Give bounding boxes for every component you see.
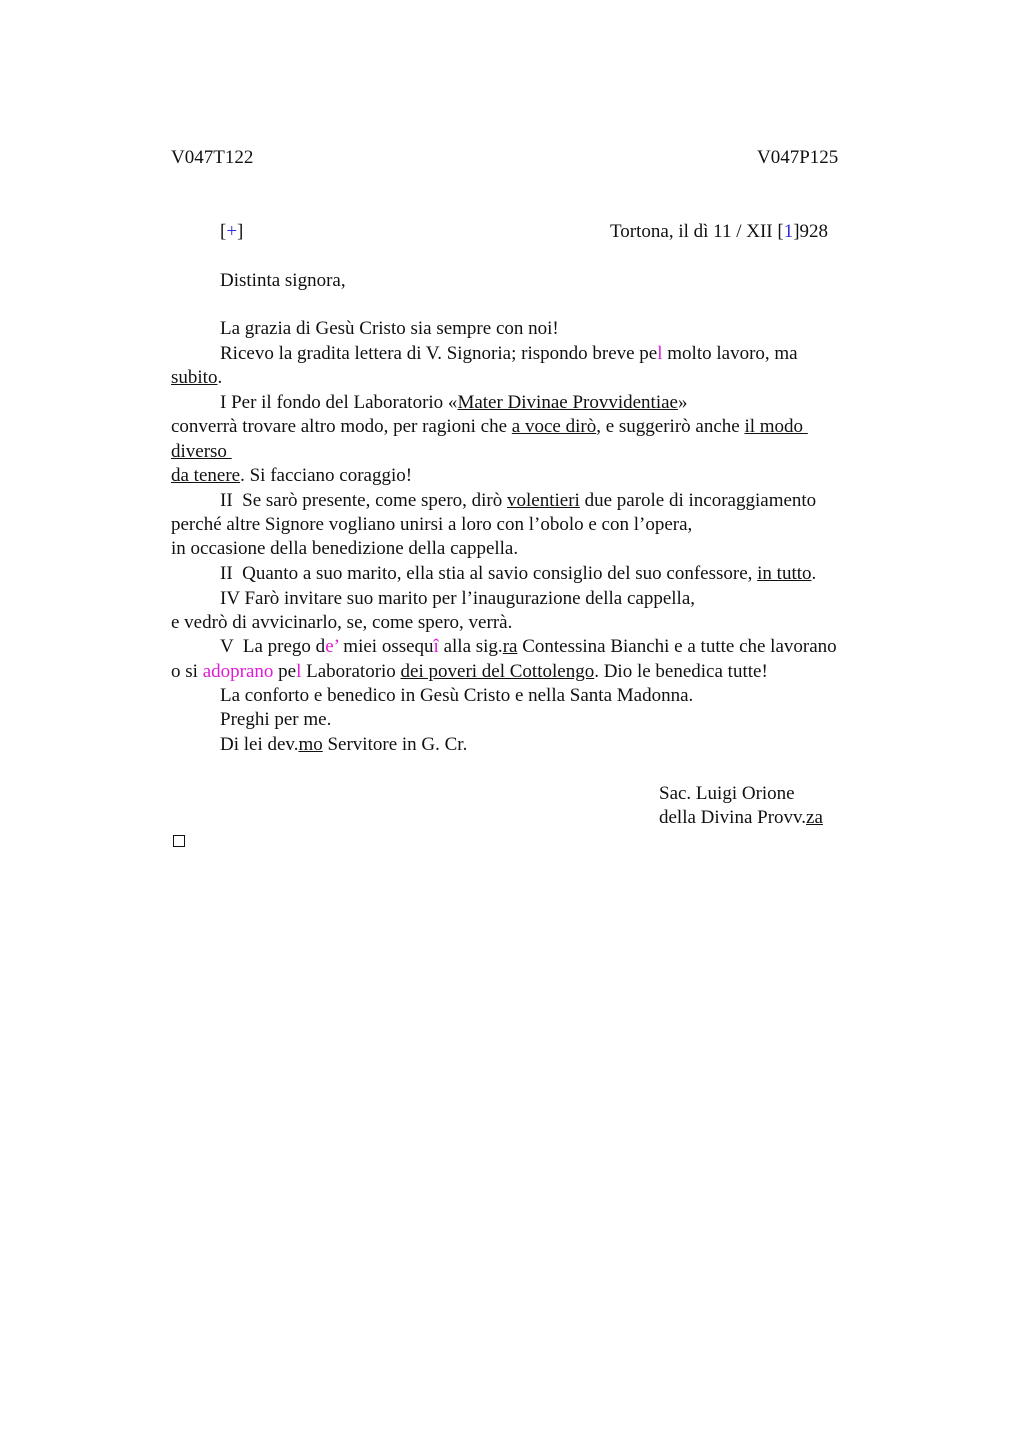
text-run: due parole di incoraggiamento	[579, 490, 817, 511]
text-run: , e suggerirò anche	[596, 416, 745, 437]
text-run: o si	[171, 661, 203, 682]
underlined-text: volentieri	[507, 490, 580, 511]
text-run: Laboratorio	[301, 661, 401, 682]
dateline-text: Tortona, il dì 11 / XII [	[610, 221, 784, 242]
text-run: I Per il fondo del Laboratorio «	[220, 392, 458, 413]
signature-name: Sac. Luigi Orione	[659, 783, 795, 804]
text-run: Di lei dev.	[220, 734, 299, 755]
body-line-10: in occasione della benedizione della cappella.	[171, 538, 519, 559]
underlined-text: a voce dirò	[511, 416, 597, 437]
editorial-correction: l	[657, 343, 663, 364]
body-line-14	[220, 635, 837, 659]
text-run: II Se sarò presente, come spero, dirò	[220, 490, 508, 511]
signature-org	[659, 806, 823, 830]
body-line-7	[171, 464, 412, 488]
dateline-year: ]928	[793, 221, 829, 242]
text-run: alla sig.	[438, 636, 503, 657]
body-line-5	[171, 415, 808, 439]
body-line-6	[171, 440, 232, 464]
body-line-17: Preghi per me.	[220, 709, 332, 730]
text-run: II Quanto a suo marito, ella stia al savio consiglio del suo confessore,	[220, 563, 758, 584]
underlined-text: da tenere	[171, 465, 241, 486]
doc-code-left: V047T122	[171, 147, 254, 168]
text-run: . Si facciano coraggio!	[240, 465, 413, 486]
text-run: miei ossequ	[338, 636, 434, 657]
underlined-text: diverso	[171, 441, 232, 462]
body-line-13: e vedrò di avvicinarlo, se, come spero, verrà.	[171, 612, 513, 633]
editorial-correction: adoprano	[202, 661, 274, 682]
text-run: .	[217, 367, 223, 388]
text-run: Servitore in G. Cr.	[322, 734, 468, 755]
text-run: .	[811, 563, 817, 584]
underlined-text: mo	[298, 734, 323, 755]
text-run: Ricevo la gradita lettera di V. Signoria; rispondo breve pe	[220, 343, 658, 364]
doc-code-right: V047P125	[757, 147, 839, 168]
text-run: Contessina Bianchi e a tutte che lavorano	[517, 636, 837, 657]
underlined-text: za	[806, 807, 823, 828]
body-line-3	[171, 366, 222, 390]
body-line-12: IV Farò invitare suo marito per l’inaugurazione della cappella,	[220, 588, 695, 609]
text-run: V La prego d	[220, 636, 326, 657]
end-square-icon	[173, 835, 185, 847]
body-line-18	[220, 733, 467, 757]
bracket-close: ]	[237, 221, 244, 242]
underlined-text: ra	[502, 636, 518, 657]
underlined-text: in tutto	[757, 563, 812, 584]
editorial-correction: e’	[325, 636, 339, 657]
underlined-text: subito	[171, 367, 218, 388]
underlined-text: Mater Divinae Provvidentiae	[457, 392, 678, 413]
underlined-text: il modo	[744, 416, 808, 437]
body-line-15	[171, 660, 768, 684]
cross-mark	[220, 220, 243, 244]
body-line-11	[220, 562, 816, 586]
salutation: Distinta signora,	[220, 270, 346, 291]
text-run: converrà trovare altro modo, per ragioni che	[171, 416, 512, 437]
bracket-open: [	[220, 221, 227, 242]
body-line-8	[220, 489, 816, 513]
body-line-2	[220, 342, 798, 366]
restored-digit: 1	[783, 221, 794, 242]
text-run: pe	[273, 661, 297, 682]
editorial-correction: l	[296, 661, 302, 682]
body-line-16: La conforto e benedico in Gesù Cristo e nella Santa Madonna.	[220, 685, 694, 706]
body-line-1: La grazia di Gesù Cristo sia sempre con noi!	[220, 318, 559, 339]
underlined-text: dei poveri del Cottolengo	[400, 661, 595, 682]
text-run: della Divina Provv.	[659, 807, 807, 828]
body-line-4	[220, 391, 687, 415]
dateline	[610, 220, 828, 244]
text-run: »	[677, 392, 688, 413]
editorial-correction: î	[433, 636, 439, 657]
cross-symbol: +	[226, 221, 238, 242]
body-line-9: perché altre Signore vogliano unirsi a loro con l’obolo e con l’opera,	[171, 514, 693, 535]
text-run: . Dio le benedica tutte!	[594, 661, 768, 682]
text-run: molto lavoro, ma	[662, 343, 798, 364]
